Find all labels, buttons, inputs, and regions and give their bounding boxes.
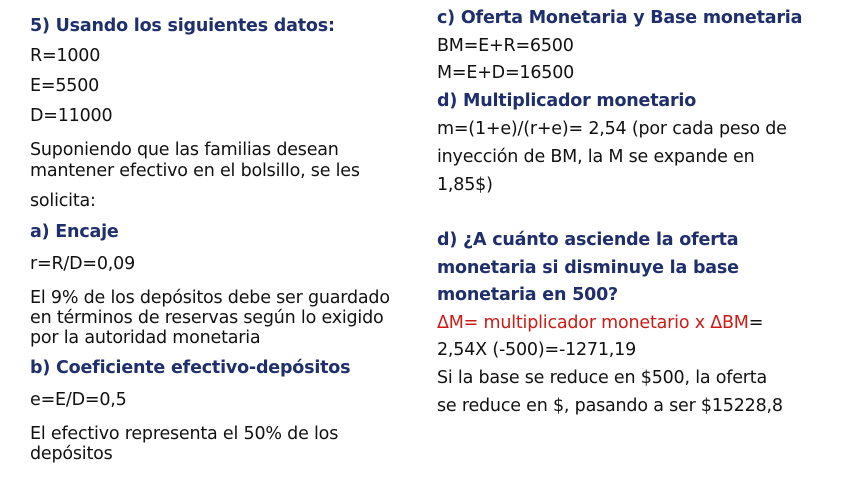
cash-ratio-heading: b) Coeficiente efectivo-depósitos: [30, 358, 351, 378]
reserve-ratio-formula: r=R/D=0,09: [30, 254, 136, 274]
question-heading-line-1: d) ¿A cuánto asciende la oferta: [437, 230, 739, 250]
money-supply-heading: c) Oferta Monetaria y Base monetaria: [437, 8, 803, 28]
delta-formula-highlight: ΔM= multiplicador monetario x ΔBM: [437, 313, 749, 333]
money-supply-formula: M=E+D=16500: [437, 63, 575, 83]
delta-formula-equals: =: [748, 313, 764, 333]
multiplier-heading: d) Multiplicador monetario: [437, 91, 697, 111]
reserves-value: R=1000: [30, 46, 101, 66]
reserve-text-line-3: por la autoridad monetaria: [30, 328, 261, 348]
cash-ratio-formula: e=E/D=0,5: [30, 390, 127, 410]
question-heading-line-2: monetaria si disminuye la base: [437, 258, 739, 278]
cash-value: E=5500: [30, 76, 100, 96]
reserve-text-line-1: El 9% de los depósitos debe ser guardado: [30, 288, 390, 308]
section-heading: 5) Usando los siguientes datos:: [30, 16, 335, 36]
conclusion-line-1: Si la base se reduce en $500, la oferta: [437, 368, 767, 388]
question-heading-line-3: monetaria en 500?: [437, 285, 618, 305]
cash-text-line-2: depósitos: [30, 444, 113, 464]
reserve-text-line-2: en términos de reservas según lo exigido: [30, 308, 384, 328]
delta-formula-result: 2,54X (-500)=-1271,19: [437, 340, 637, 360]
monetary-base-formula: BM=E+R=6500: [437, 36, 574, 56]
intro-line-3: solicita:: [30, 191, 96, 211]
intro-line-2: mantener efectivo en el bolsillo, se les: [30, 161, 360, 181]
conclusion-line-2: se reduce en $, pasando a ser $15228,8: [437, 396, 783, 416]
multiplier-line-1: m=(1+e)/(r+e)= 2,54 (por cada peso de: [437, 119, 787, 139]
multiplier-line-2: inyección de BM, la M se expande en: [437, 147, 755, 167]
deposits-value: D=11000: [30, 106, 113, 126]
intro-line-1: Suponiendo que las familias desean: [30, 140, 339, 160]
reserve-ratio-heading: a) Encaje: [30, 222, 119, 242]
multiplier-line-3: 1,85$): [437, 175, 493, 195]
cash-text-line-1: El efectivo representa el 50% de los: [30, 424, 339, 444]
delta-formula-line: [437, 313, 763, 333]
